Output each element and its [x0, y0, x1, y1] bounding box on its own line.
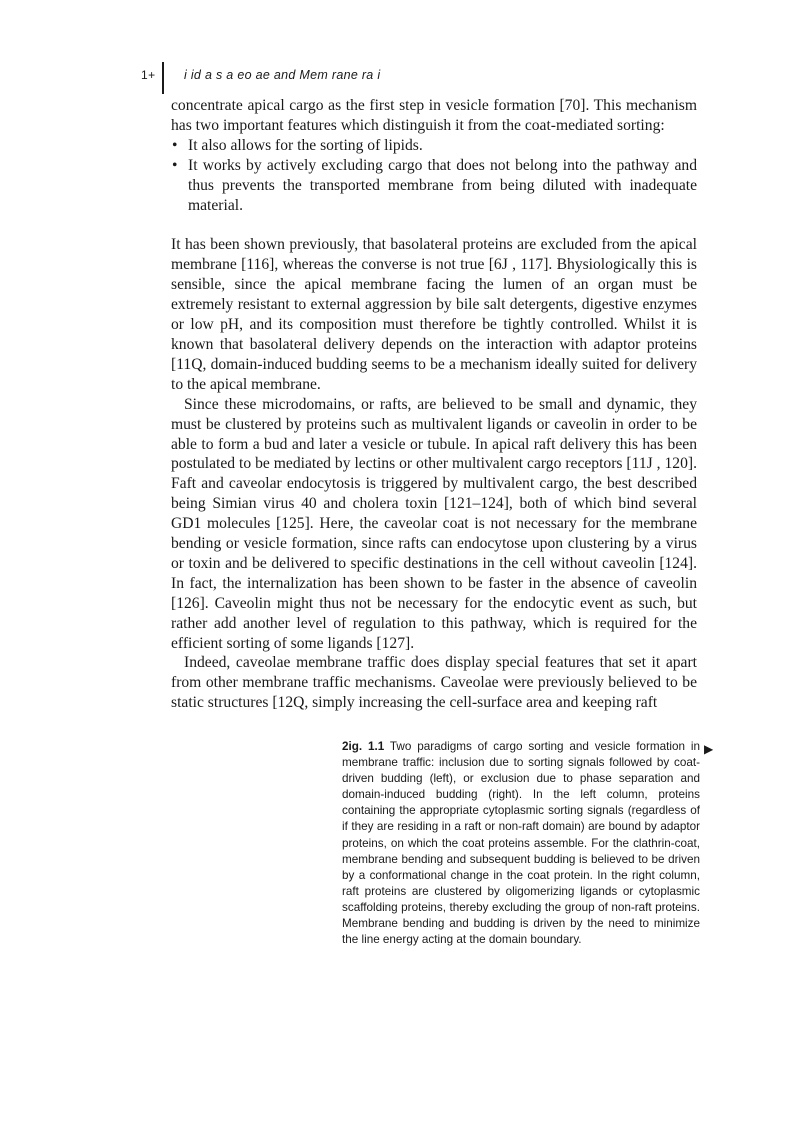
- paragraph-4: Indeed, caveolae membrane traffic does display special features that set it apart from other membrane traffic mechanisms. Caveolae were previously believed to be static structures [12Q, simply increasing the cell-surface area and keeping raft: [171, 654, 697, 712]
- paragraph-1: concentrate apical cargo as the first step in vesicle formation [70]. This mechanism has two important features which distinguish it from the coat-mediated sorting:: [171, 97, 697, 134]
- right-arrow-icon: ▶: [704, 742, 714, 756]
- list-item: • It works by actively excluding cargo that does not belong into the pathway and thus prevents the transported membrane from being diluted with inadequate material.: [171, 156, 697, 216]
- header-divider: [162, 62, 164, 94]
- running-title: i id a s a eo ae and Mem rane ra i: [184, 68, 381, 82]
- figure-caption: [342, 739, 714, 948]
- list-item: • It also allows for the sorting of lipids.: [171, 136, 697, 156]
- paragraph-gap: [171, 215, 697, 235]
- page-number: 1+: [141, 68, 156, 82]
- main-text: [171, 96, 697, 713]
- caption-text: Two paradigms of cargo sorting and vesicle formation in membrane traffic: inclusion due to sorting signals followed by coat-driven budding (left), or exclusion due to phase separation and domain-induced budding (right). In the left column, proteins containing the appropriate cytoplasmic sorting signals (regardless of if they are residing in a raft or non-raft domain) are bound by adaptor proteins, on which the coat proteins assemble. For the clathrin-coat, membrane bending and subsequent budding is believed to be driven by a conformational change in the coat protein. In the right column, raft proteins are clustered by oligomerizing ligands or cytoplasmic scaffolding proteins, thereby excluding the group of non-raft proteins. Membrane bending and budding is driven by the need to minimize the line energy acting at the domain boundary.: [342, 740, 700, 947]
- paragraph-3: Since these microdomains, or rafts, are believed to be small and dynamic, they must be clustered by proteins such as multivalent ligands or caveolin in order to be able to form a bud and later a vesicle or tubule. In apical raft delivery this has been postulated to be mediated by lectins or other multivalent cargo receptors [11J , 120]. Faft and caveolar endocytosis is triggered by multivalent cargo, the best described being Simian virus 40 and cholera toxin [121–124], both of which bind several GD1 molecules [125]. Here, the caveolar coat is not necessary for the membrane bending or vesicle formation, since rafts can endocytose upon clustering by a virus or toxin and be delivered to specific destinations in the cell without caveolin [124]. In fact, the internalization has been shown to be faster in the absence of caveolin [126]. Caveolin might thus not be necessary for the endocytic event as such, but rather add another level of regulation to this pathway, which is required for the efficient sorting of some ligands [127].: [171, 395, 697, 652]
- paragraph-2: It has been shown previously, that basolateral proteins are excluded from the apical membrane [116], whereas the converse is not true [6J , 117]. Bhysiologically this is sensible, since the apical membrane facing the lumen of an organ must be extremely resistant to external aggression by bile salt detergents, digestive enzymes or low pH, and its composition must therefore be tightly controlled. Whilst it is known that basolateral delivery depends on the interaction with adaptor proteins [11Q, domain-induced budding seems to be a mechanism ideally suited for delivery to the apical membrane.: [171, 236, 697, 393]
- feature-list: [171, 136, 697, 216]
- figure-label: 2ig. 1.1: [342, 740, 385, 753]
